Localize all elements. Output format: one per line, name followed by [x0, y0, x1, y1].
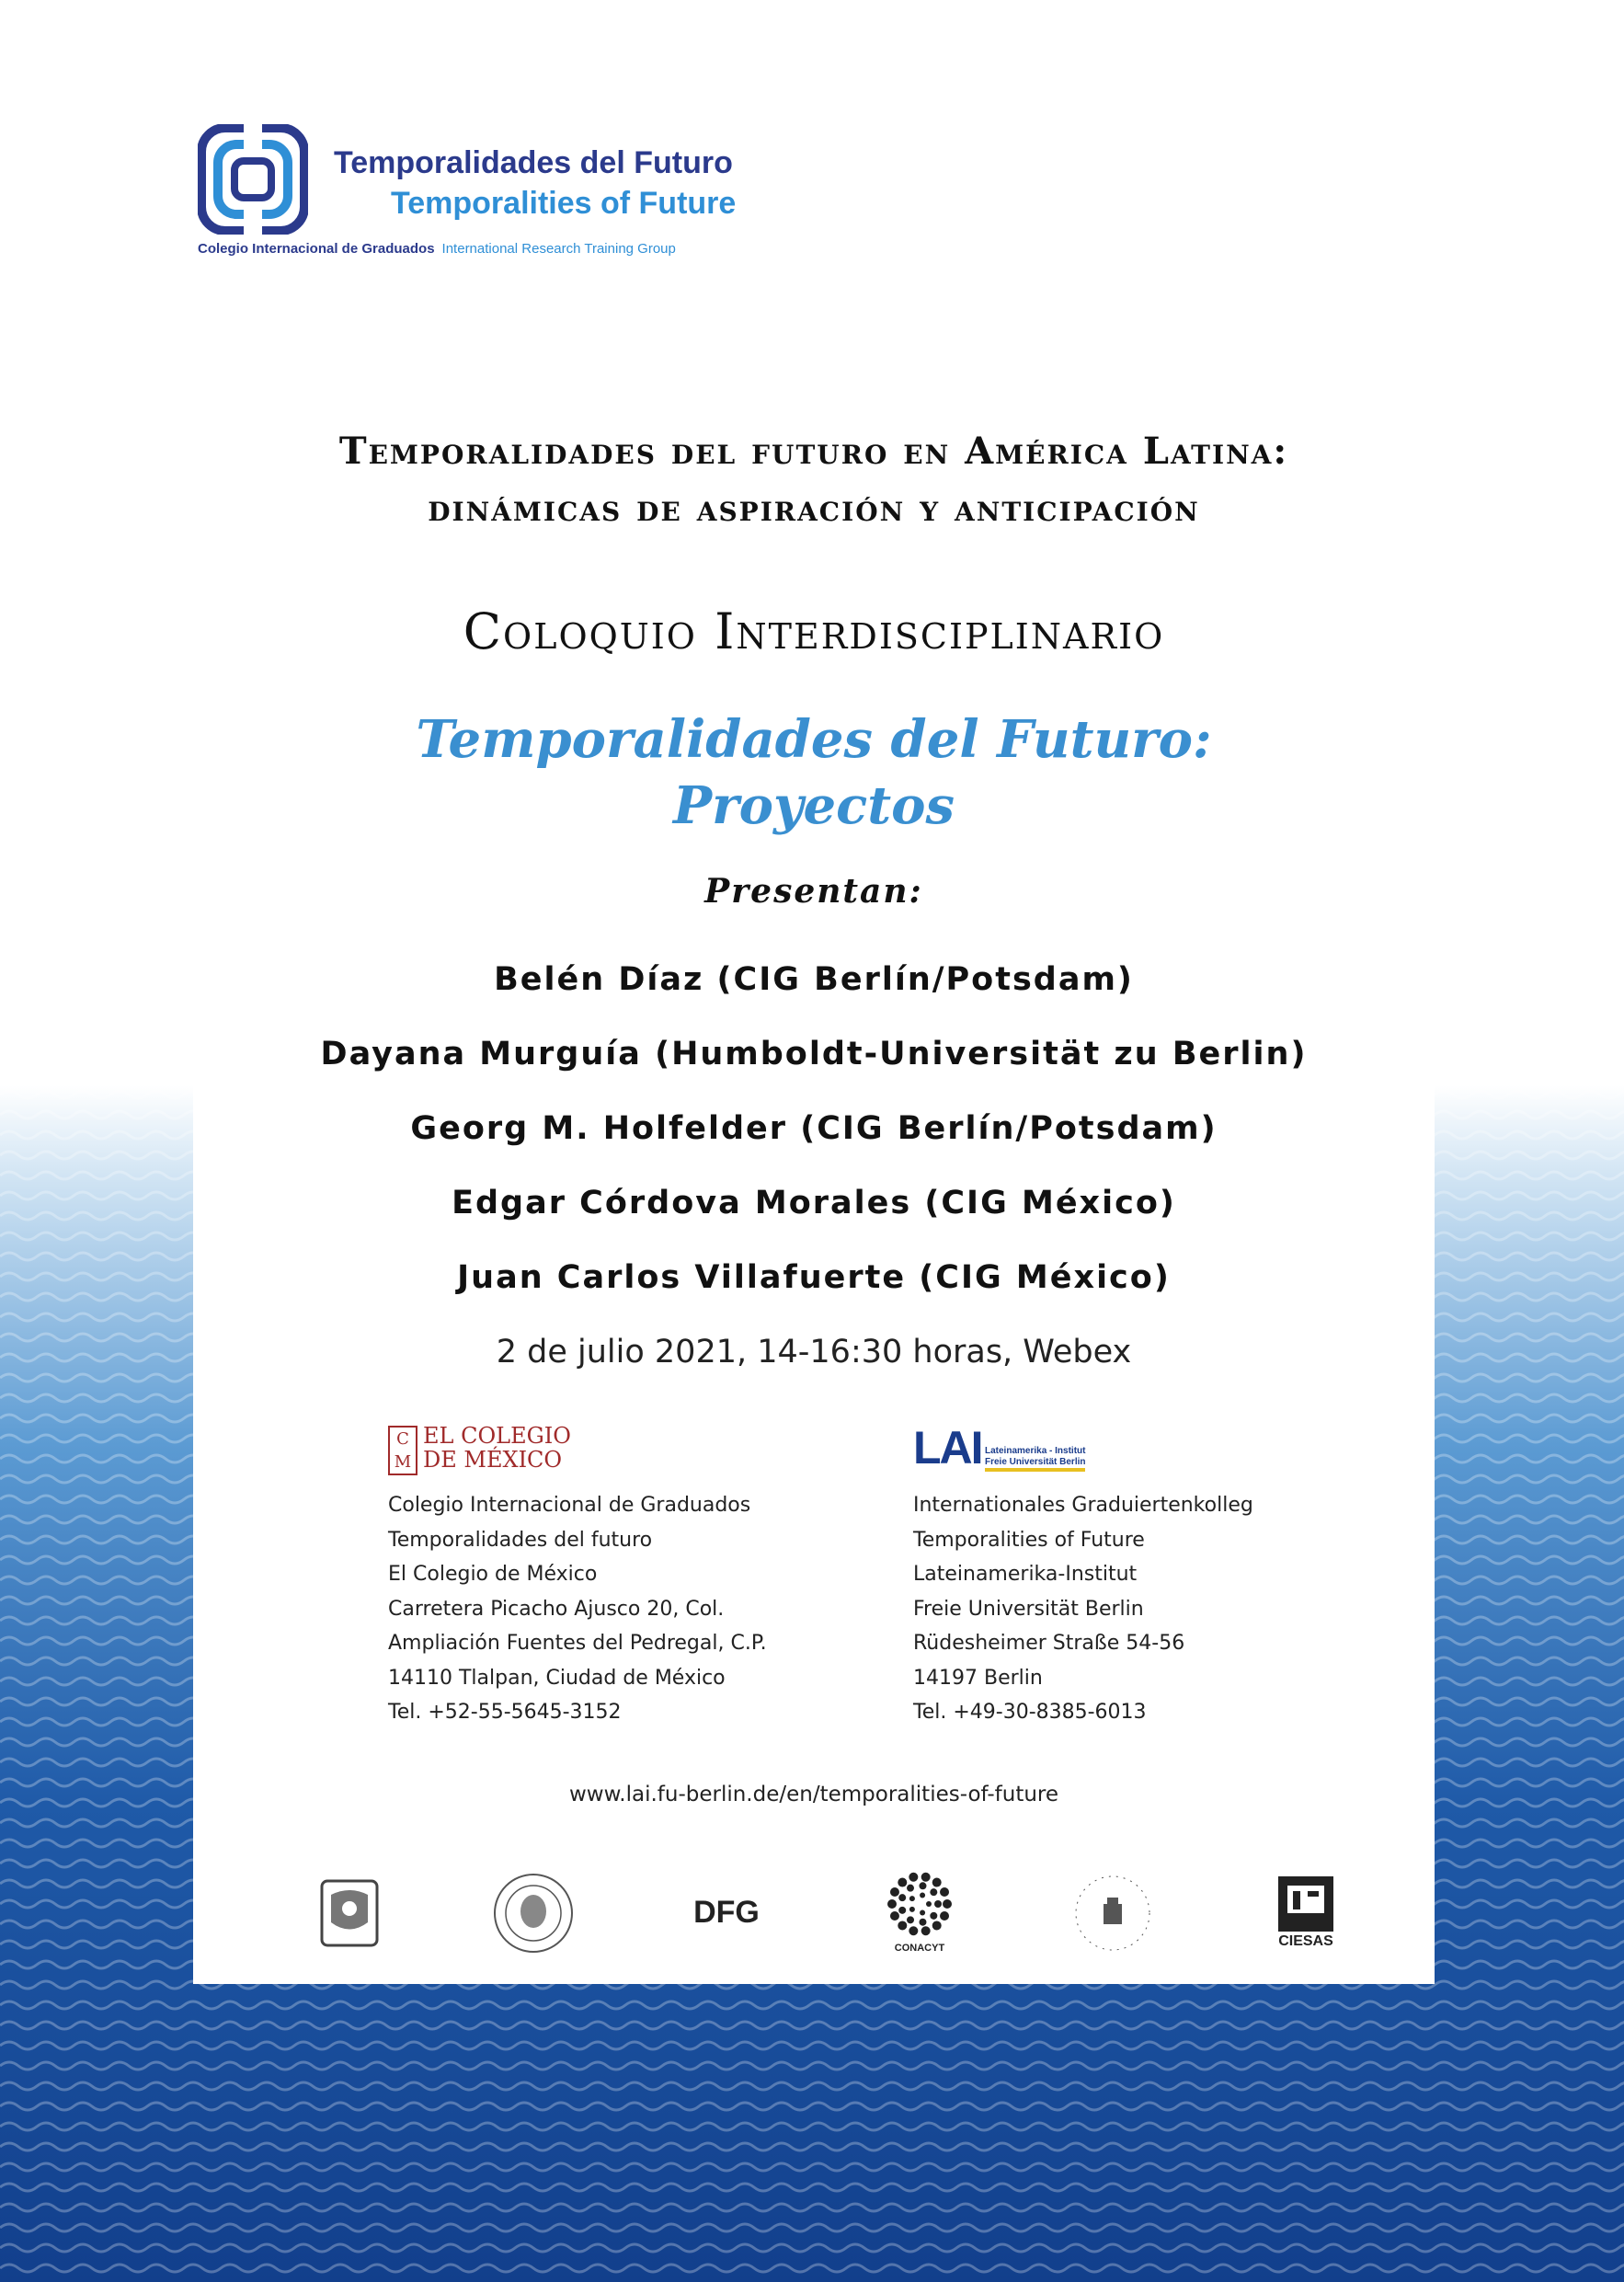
- wave-line: [0, 2204, 1624, 2211]
- event-subtitle-line2: Proyectos: [673, 775, 955, 836]
- wave-line: [0, 2123, 1624, 2130]
- conacyt-dot: [919, 1919, 926, 1926]
- event-date-time: 2 de julio 2021, 14-16:30 horas, Webex: [496, 1334, 1132, 1370]
- phone-line: Tel. +49-30-8385-6013: [913, 1701, 1147, 1724]
- potsdam-logo: [1067, 1867, 1159, 1959]
- address-line: Internationales Graduiertenkolleg: [913, 1494, 1253, 1517]
- event-title-line2: dinámicas de aspiración y anticipación: [428, 487, 1200, 530]
- address-line: 14110 Tlalpan, Ciudad de México: [388, 1666, 726, 1690]
- conacyt-dot: [909, 1873, 918, 1882]
- conacyt-dot: [898, 1921, 907, 1930]
- conacyt-dot: [943, 1899, 952, 1909]
- institution-colmex: [388, 1424, 866, 1730]
- lai-logo-sub2: Freie Universität Berlin: [985, 1457, 1086, 1467]
- conacyt-dot: [921, 1873, 931, 1882]
- ciesas-logo: [1260, 1867, 1352, 1959]
- logo-subtitle-en: International Research Training Group: [441, 241, 676, 257]
- event-kind: Coloquio Interdisciplinario: [463, 602, 1165, 660]
- logo-title-en: Temporalities of Future: [391, 186, 737, 221]
- event-title-line1: Temporalidades del futuro en América Latina:: [338, 430, 1289, 473]
- wave-line: [0, 2143, 1624, 2150]
- conacyt-dot: [907, 1885, 914, 1892]
- presenter-item: Dayana Murguía (Humboldt-Universität zu Berlin): [320, 1036, 1308, 1072]
- lai-logo: [913, 1424, 1391, 1477]
- dfg-logo: [680, 1867, 772, 1959]
- partner-logos: [193, 1867, 1435, 1959]
- logo-subtitle-es: Colegio Internacional de Graduados: [198, 241, 435, 257]
- address-line: Lateinamerika-Institut: [913, 1563, 1138, 1586]
- unam-logo-icon: [303, 1867, 395, 1959]
- conacyt-dot: [940, 1887, 949, 1897]
- conacyt-dot: [932, 1878, 942, 1887]
- program-logo-icon: [198, 124, 308, 235]
- wave-line: [0, 2022, 1624, 2029]
- presenter-item: Juan Carlos Villafuerte (CIG México): [457, 1259, 1171, 1296]
- logo-title-es: Temporalidades del Futuro: [334, 145, 733, 180]
- conacyt-dot: [920, 1892, 925, 1898]
- presenter-item: Belén Díaz (CIG Berlín/Potsdam): [494, 961, 1134, 998]
- conacyt-dot: [890, 1887, 899, 1897]
- conacyt-logo-icon: [874, 1867, 966, 1941]
- address-line: Rüdesheimer Straße 54-56: [913, 1632, 1185, 1655]
- address-line: 14197 Berlin: [913, 1666, 1043, 1690]
- logo-subtitle: [198, 241, 676, 257]
- conacyt-dot: [909, 1896, 915, 1901]
- address-line: Carretera Picacho Ajusco 20, Col.: [388, 1597, 725, 1621]
- website-link[interactable]: www.lai.fu-berlin.de/en/temporalities-of-future: [568, 1783, 1059, 1806]
- conacyt-logo: [874, 1867, 966, 1959]
- conacyt-dot: [926, 1901, 932, 1907]
- wave-line: [0, 2224, 1624, 2231]
- conacyt-dot: [887, 1899, 897, 1909]
- wave-line: [0, 2082, 1624, 2090]
- event-subtitle: [193, 706, 1435, 839]
- wave-line: [0, 2244, 1624, 2252]
- ciesas-logo-text: CIESAS: [1278, 1933, 1333, 1949]
- wave-line: [0, 2163, 1624, 2171]
- program-logo: [198, 120, 786, 267]
- colmex-logo-text: [423, 1424, 571, 1472]
- presenter-list: [193, 957, 1435, 1329]
- conacyt-dot: [909, 1907, 915, 1912]
- conacyt-dot: [934, 1900, 942, 1908]
- conacyt-logo-text: CONACYT: [894, 1943, 945, 1954]
- colmex-logo-c: C: [396, 1429, 409, 1449]
- conacyt-dot: [921, 1926, 931, 1935]
- wave-line: [0, 2103, 1624, 2110]
- wave-line: [0, 2184, 1624, 2191]
- conacyt-dot: [920, 1910, 925, 1916]
- wave-line: [0, 2265, 1624, 2272]
- humboldt-logo-icon: [487, 1867, 579, 1959]
- conacyt-dot: [909, 1926, 918, 1935]
- wave-line: [0, 2001, 1624, 2009]
- colmex-logo-line1: EL COLEGIO: [423, 1423, 571, 1449]
- conacyt-dot: [898, 1894, 906, 1901]
- potsdam-logo-icon: [1067, 1867, 1159, 1959]
- address-line: Temporalities of Future: [913, 1528, 1145, 1552]
- address-line: Ampliación Fuentes del Pedregal, C.P.: [388, 1632, 767, 1655]
- conacyt-dot: [930, 1912, 937, 1920]
- conacyt-dot: [890, 1911, 899, 1921]
- address-line: Colegio Internacional de Graduados: [388, 1494, 751, 1517]
- event-title: [193, 423, 1435, 537]
- presenter-item: Georg M. Holfelder (CIG Berlín/Potsdam): [410, 1110, 1218, 1147]
- conacyt-dot: [930, 1888, 937, 1896]
- presenter-item: Edgar Córdova Morales (CIG México): [452, 1185, 1176, 1221]
- conacyt-dot: [919, 1882, 926, 1889]
- colmex-logo: [388, 1424, 866, 1477]
- wave-line: [0, 2042, 1624, 2049]
- colmex-logo-line2: DE MÉXICO: [423, 1447, 563, 1473]
- conacyt-dot: [898, 1878, 907, 1887]
- conacyt-dot: [898, 1907, 906, 1914]
- conacyt-dot: [932, 1921, 942, 1930]
- phone-line: Tel. +52-55-5645-3152: [388, 1701, 622, 1724]
- lai-logo-subtitle: [985, 1446, 1085, 1472]
- colmex-logo-icon: [388, 1426, 417, 1475]
- presentan-label: Presentan:: [704, 872, 923, 911]
- lai-logo-sub1: Lateinamerika - Institut: [985, 1446, 1086, 1456]
- lai-logo-mark: LAI: [913, 1422, 982, 1474]
- conacyt-dot: [940, 1911, 949, 1921]
- address-line: Temporalidades del futuro: [388, 1528, 653, 1552]
- conacyt-dot: [907, 1916, 914, 1923]
- dfg-logo-text: DFG: [693, 1895, 760, 1930]
- event-subtitle-line1: Temporalidades del Futuro:: [416, 709, 1212, 770]
- address-line: Freie Universität Berlin: [913, 1597, 1144, 1621]
- colmex-logo-m: M: [394, 1452, 412, 1472]
- wave-line: [0, 2062, 1624, 2070]
- institution-lai: [913, 1424, 1391, 1730]
- address-line: El Colegio de México: [388, 1563, 598, 1586]
- ciesas-logo-icon: [1260, 1867, 1352, 1937]
